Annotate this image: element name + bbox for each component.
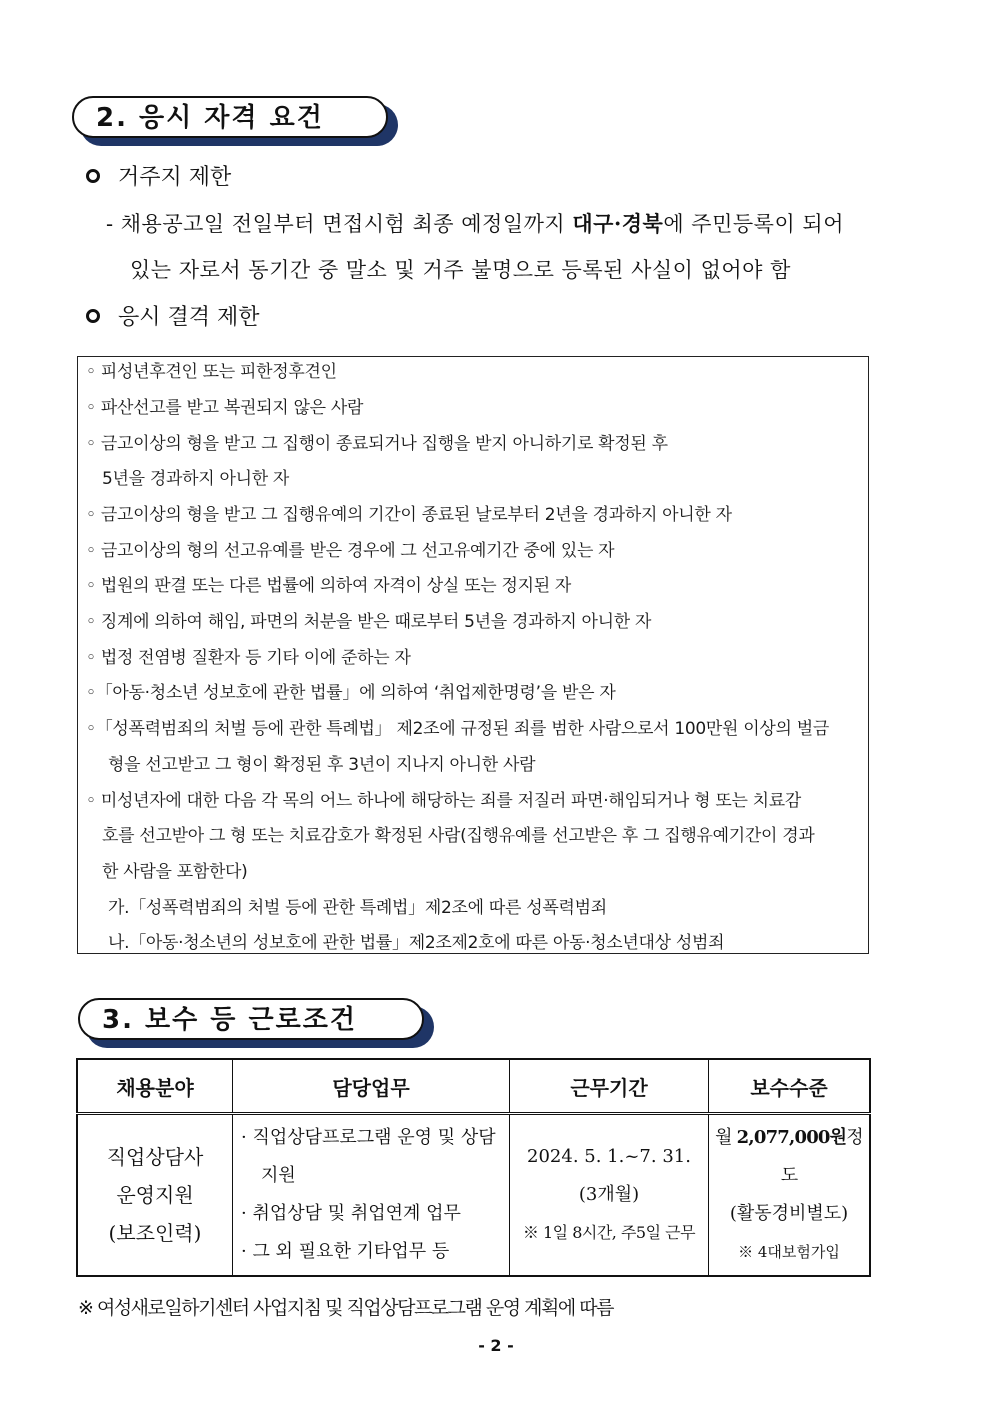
list-item: ◦ 법정 전염병 질환자 등 기타 이에 준하는 자 (86, 648, 411, 668)
list-item: ◦ 피성년후견인 또는 피한정후견인 (86, 362, 337, 382)
list-item: ◦ 징계에 의하여 해임, 파면의 처분을 받은 때로부터 5년을 경과하지 아니한 자 (86, 612, 652, 632)
list-item: ◦ 파산선고를 받고 복권되지 않은 사람 (86, 398, 364, 418)
header-field: 채용분야 (77, 1059, 233, 1114)
header-period: 근무기간 (510, 1059, 709, 1114)
list-item: 호를 선고받아 그 형 또는 치료감호가 확정된 사람(집행유예를 선고받은 후 그 집행유예기간이 경과 (102, 826, 815, 846)
residence-heading: 거주지 제한 (86, 160, 231, 191)
duty-cell: · 직업상담프로그램 운영 및 상담 지원 · 취업상담 및 취업연계 업무 · 그 외 필요한 기타업무 등 (233, 1114, 510, 1277)
section2-heading (72, 96, 402, 146)
table-row (77, 1114, 870, 1277)
period-cell: 2024. 5. 1.~7. 31. (3개월) ※ 1일 8시간, 주5일 근무 (510, 1114, 709, 1277)
list-item: ◦「성폭력범죄의 처벌 등에 관한 특례법」 제2조에 규정된 죄를 범한 사람으로서 100만원 이상의 벌금 (86, 719, 829, 739)
list-item: ◦ 법원의 판결 또는 다른 법률에 의하여 자격이 상실 또는 정지된 자 (86, 576, 572, 596)
disqualification-list (77, 356, 869, 954)
section3-heading (78, 998, 438, 1048)
section3-title: 3. 보수 등 근로조건 (78, 998, 424, 1040)
circle-bullet-icon (86, 309, 100, 323)
salary-amount: 2,077,000원 (736, 1127, 847, 1148)
list-item: 5년을 경과하지 아니한 자 (102, 469, 290, 489)
list-item: 한 사람을 포함한다) (102, 862, 248, 882)
list-item: ◦ 금고이상의 형의 선고유예를 받은 경우에 그 선고유예기간 중에 있는 자 (86, 541, 615, 561)
list-item: 가.「성폭력범죄의 처벌 등에 관한 특례법」제2조에 따른 성폭력범죄 (108, 898, 607, 918)
list-item: ◦「아동·청소년 성보호에 관한 법률」에 의하여 ‘취업제한명령’을 받은 자 (86, 683, 616, 703)
residence-line-1: - 채용공고일 전일부터 면접시험 최종 예정일까지 대구·경북에 주민등록이 되어 (106, 211, 844, 236)
table-header-row (77, 1059, 870, 1114)
work-conditions-table (76, 1058, 871, 1277)
circle-bullet-icon (86, 169, 100, 183)
header-salary: 보수수준 (709, 1059, 871, 1114)
list-item: ◦ 금고이상의 형을 받고 그 집행이 종료되거나 집행을 받지 아니하기로 확정된 후 (86, 434, 668, 454)
list-item: ◦ 미성년자에 대한 다음 각 목의 어느 하나에 해당하는 죄를 저질러 파면·해임되거나 형 또는 치료감 (86, 791, 802, 811)
section2-title: 2. 응시 자격 요건 (72, 96, 388, 138)
region-highlight: 대구·경북 (572, 211, 664, 236)
footnote: ※ 여성새로일하기센터 사업지침 및 직업상담프로그램 운영 계획에 따름 (78, 1297, 613, 1319)
field-cell: 직업상담사 운영지원 (보조인력) (77, 1114, 233, 1277)
salary-cell: 월 2,077,000원정도 (활동경비별도) ※ 4대보험가입 (709, 1114, 871, 1277)
list-item: 형을 선고받고 그 형이 확정된 후 3년이 지나지 아니한 사람 (108, 755, 536, 775)
header-duty: 담당업무 (233, 1059, 510, 1114)
residence-line-2: 있는 자로서 동기간 중 말소 및 거주 불명으로 등록된 사실이 없어야 함 (130, 258, 791, 282)
page-number: - 2 - (478, 1336, 514, 1355)
disqualify-heading: 응시 결격 제한 (86, 300, 260, 331)
list-item: ◦ 금고이상의 형을 받고 그 집행유예의 기간이 종료된 날로부터 2년을 경과하지 아니한 자 (86, 505, 732, 525)
list-item: 나.「아동·청소년의 성보호에 관한 법률」제2조제2호에 따른 아동·청소년대상 성범죄 (108, 933, 725, 953)
